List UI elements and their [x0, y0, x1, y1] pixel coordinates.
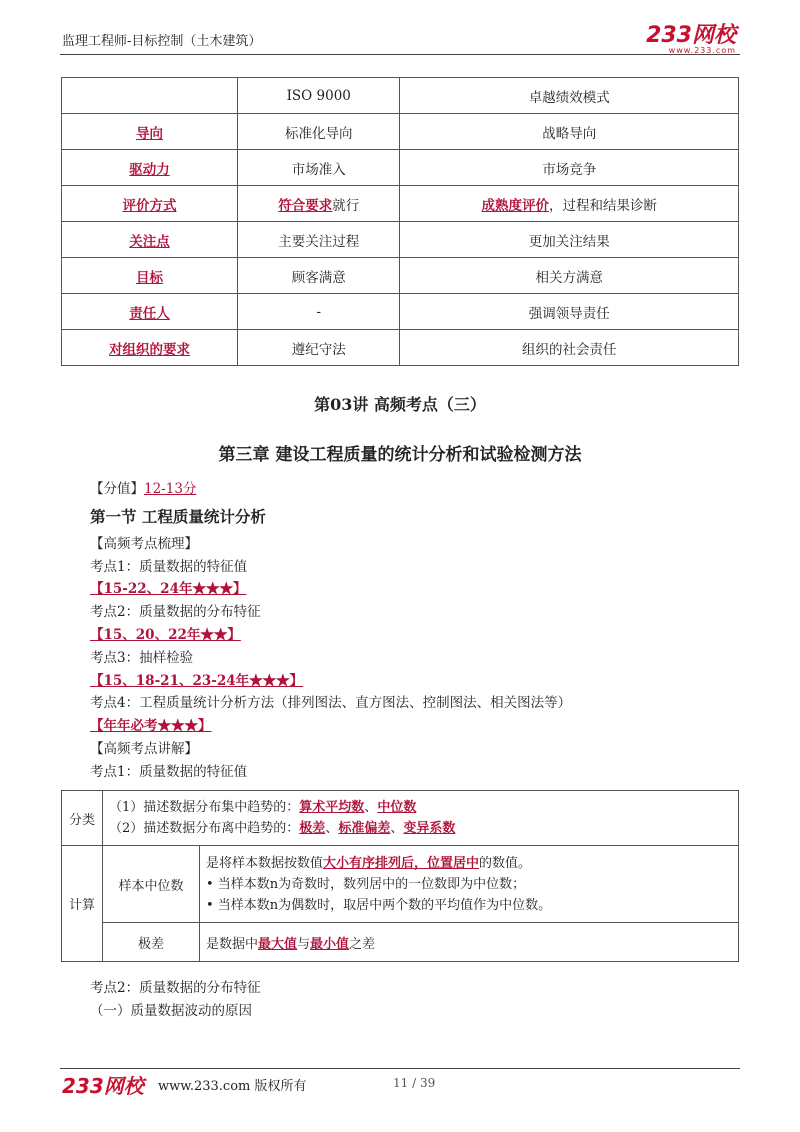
row-label: 导向 [62, 114, 238, 150]
tail-line: 考点2：质量数据的分布特征 [90, 980, 261, 996]
row-label: 关注点 [62, 222, 238, 258]
iso-cell: - [238, 294, 400, 330]
comparison-table [61, 77, 739, 366]
frequency-tag: 【15、20、22年★★】 [90, 626, 241, 643]
iso-cell: 顾客满意 [238, 258, 400, 294]
header-cell-excellence: 卓越绩效模式 [400, 78, 739, 114]
row-label: 责任人 [62, 294, 238, 330]
iso-cell: 标准化导向 [238, 114, 400, 150]
table-row [62, 330, 739, 366]
table-row [62, 923, 739, 962]
row-label: 目标 [62, 258, 238, 294]
score-value: 12-13分 [144, 481, 197, 497]
header-title: 监理工程师-目标控制（土木建筑） [62, 34, 262, 49]
header-logo[interactable] [646, 18, 736, 55]
logo-text: 233网校 [646, 23, 736, 48]
median-label: 样本中位数 [103, 846, 200, 923]
excellence-cell [400, 186, 739, 222]
excellence-cell: 相关方满意 [400, 258, 739, 294]
frequency-tag: 【15、18-21、23-24年★★★】 [90, 672, 304, 689]
outline-point: 考点2：质量数据的分布特征 [90, 604, 261, 621]
excellence-key-term: 成熟度评价 [481, 197, 549, 214]
outline-point: 考点3：抽样检验 [90, 649, 194, 666]
logo-url: www.233.com [668, 46, 736, 55]
row-label: 驱动力 [62, 150, 238, 186]
range-cell: 是数据中最大值与最小值之差 [200, 923, 739, 962]
median-cell [200, 846, 739, 923]
stats-table [61, 790, 739, 962]
iso-key-term: 符合要求 [278, 197, 333, 214]
footer-rule [60, 1068, 740, 1069]
outline-heading: 【高频考点梳理】 [90, 535, 198, 552]
table-row [62, 294, 739, 330]
classification-line: （2）描述数据分布离中趋势的：极差、标准偏差、变异系数 [109, 821, 456, 836]
median-definition: 是将样本数据按数值大小有序排列后，位置居中的数值。 [206, 855, 532, 871]
median-bullet: • 当样本数n为奇数时，数列居中的一位数即为中位数； [206, 876, 526, 892]
tail-line: （一）质量数据波动的原因 [90, 1002, 252, 1019]
iso-rest: 就行 [332, 197, 360, 214]
classification-cell [103, 791, 739, 846]
header-cell-iso: ISO 9000 [238, 78, 400, 114]
section-title: 第一节 工程质量统计分析 [90, 506, 266, 526]
lecture-title: 第03讲 高频考点（三） [314, 395, 486, 414]
table-row [62, 150, 739, 186]
explain-point: 考点1：质量数据的特征值 [90, 763, 248, 780]
footer-copyright: www.233.com 版权所有 [158, 1079, 307, 1094]
range-label: 极差 [103, 923, 200, 962]
iso-cell [238, 186, 400, 222]
row-label: 评价方式 [62, 186, 238, 222]
classification-line: （1）描述数据分布集中趋势的：算术平均数、中位数 [109, 800, 417, 815]
category-cell: 分类 [62, 791, 103, 846]
chapter-title: 第三章 建设工程质量的统计分析和试验检测方法 [218, 445, 582, 465]
table-row [62, 791, 739, 846]
excellence-rest: ，过程和结果诊断 [548, 197, 657, 214]
body-content [90, 478, 750, 784]
score-line [90, 478, 750, 501]
frequency-tag: 【年年必考★★★】 [90, 718, 212, 735]
excellence-cell: 战略导向 [400, 114, 739, 150]
excellence-cell: 组织的社会责任 [400, 330, 739, 366]
iso-cell: 主要关注过程 [238, 222, 400, 258]
header-rule [60, 54, 740, 55]
iso-cell: 市场准入 [238, 150, 400, 186]
excellence-cell: 强调领导责任 [400, 294, 739, 330]
page-number: 11 / 39 [393, 1076, 436, 1090]
footer-logo[interactable]: 233网校 [62, 1074, 144, 1098]
table-row [62, 222, 739, 258]
frequency-tag: 【15-22、24年★★★】 [90, 581, 247, 598]
table-header-row [62, 78, 739, 114]
tail-content [90, 977, 261, 1023]
header-cell-empty [62, 78, 238, 114]
score-label: 【分值】 [90, 481, 144, 497]
table-row [62, 846, 739, 923]
outline-point: 考点1：质量数据的特征值 [90, 558, 248, 575]
table-row [62, 186, 739, 222]
table-row [62, 114, 739, 150]
outline-point: 考点4：工程质量统计分析方法（排列图法、直方图法、控制图法、相关图法等） [90, 695, 572, 712]
row-label: 对组织的要求 [62, 330, 238, 366]
median-bullet: • 当样本数n为偶数时，取居中两个数的平均值作为中位数。 [206, 897, 552, 913]
excellence-cell: 市场竞争 [400, 150, 739, 186]
explain-heading: 【高频考点讲解】 [90, 740, 198, 757]
iso-cell: 遵纪守法 [238, 330, 400, 366]
table-row [62, 258, 739, 294]
excellence-cell: 更加关注结果 [400, 222, 739, 258]
category-cell: 计算 [62, 846, 103, 962]
